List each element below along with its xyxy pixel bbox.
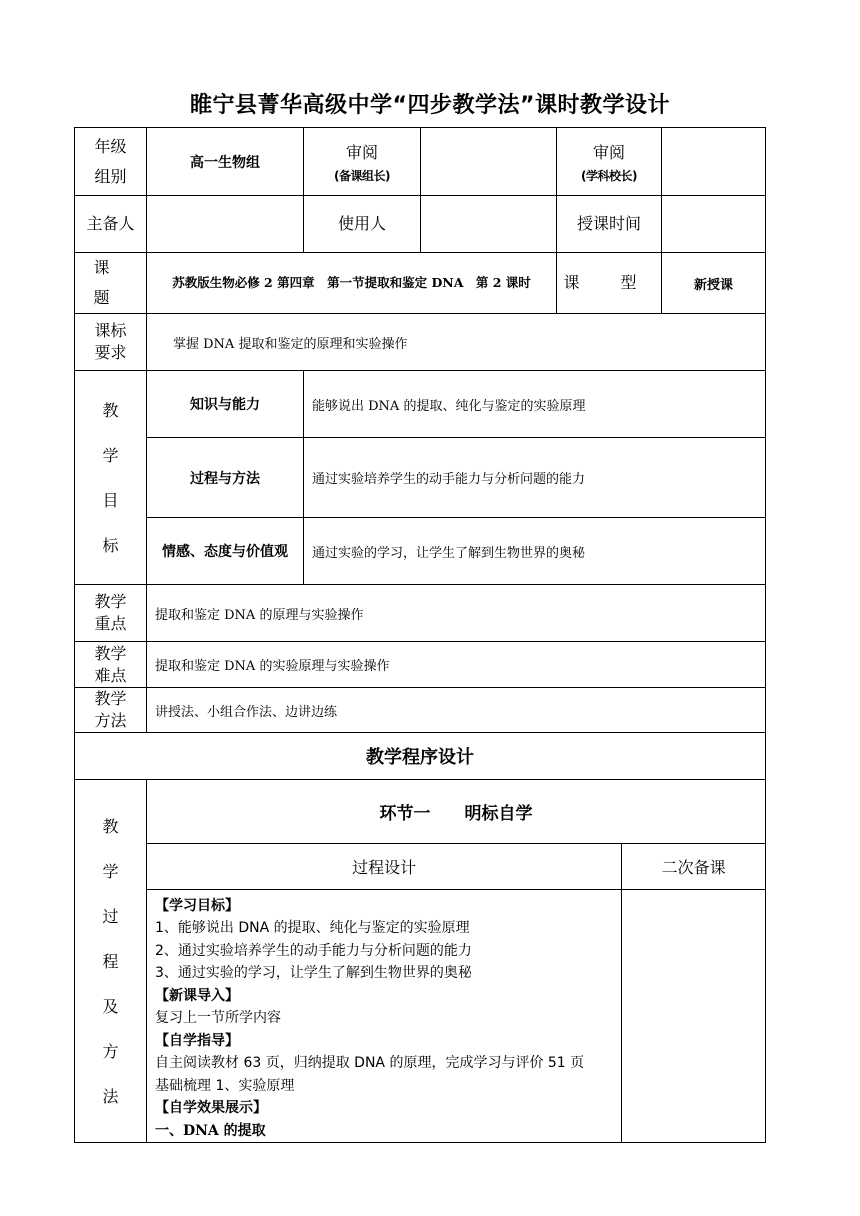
topic-value[interactable]: 苏教版生物必修 2 第四章 第一节提取和鉴定 DNA 第 2 课时 [147, 253, 557, 314]
objectives-char: 学 [102, 445, 119, 465]
content-line: 自主阅读教材 63 页，归纳提取 DNA 的原理，完成学习与评价 51 页 [155, 1055, 585, 1071]
content-heading-intro: 【新课导入】 [155, 987, 239, 1004]
content-heading-results: 【自学效果展示】 [155, 1100, 267, 1116]
difficulties-label-line2: 难点 [94, 665, 127, 685]
objective-knowledge-label: 知识与能力 [147, 371, 304, 438]
content-line: 复习上一节所学内容 [155, 1010, 281, 1026]
content-heading-objectives: 【学习目标】 [155, 897, 239, 914]
process-char: 程 [102, 951, 119, 971]
difficulties-label [75, 642, 147, 688]
content-heading-guide: 【自学指导】 [155, 1032, 239, 1049]
content-line: 1、能够说出 DNA 的提取、纯化与鉴定的实验原理 [155, 920, 470, 936]
key-points-label-line1: 教学 [94, 592, 127, 611]
standard-label-line2: 要求 [94, 343, 127, 362]
objectives-label [75, 371, 147, 585]
user-value[interactable] [421, 196, 557, 253]
class-time-value[interactable] [662, 196, 766, 253]
standard-value[interactable]: 掌握 DNA 提取和鉴定的原理和实验操作 [147, 314, 766, 371]
objectives-char: 标 [102, 535, 119, 555]
process-char: 及 [102, 996, 119, 1016]
page-title: 睢宁县菁华高级中学“四步教学法”课时教学设计 [190, 93, 670, 118]
objective-process-value[interactable]: 通过实验培养学生的动手能力与分析问题的能力 [304, 438, 766, 518]
standard-label [75, 314, 147, 371]
process-inner-table [147, 780, 765, 1142]
key-points-value[interactable]: 提取和鉴定 DNA 的原理与实验操作 [147, 585, 766, 642]
review-label: 审阅 [345, 142, 378, 162]
program-design-title: 教学程序设计 [75, 733, 766, 780]
objectives-char: 目 [102, 490, 119, 510]
grade-group-label [75, 128, 147, 196]
review-sub-label: (学科校长) [581, 168, 637, 183]
content-subheading-dna-extraction: 一、DNA 的提取 [155, 1122, 266, 1139]
standard-label-line1: 课标 [94, 321, 127, 340]
process-label [75, 780, 147, 1143]
process-area [147, 780, 766, 1143]
review-label: 审阅 [592, 142, 625, 162]
content-line: 基础梳理 1、实验原理 [155, 1077, 295, 1094]
review-group-leader-value[interactable] [421, 128, 557, 196]
key-points-label [75, 585, 147, 642]
second-prep-header: 二次备课 [622, 843, 765, 889]
process-char: 方 [102, 1041, 119, 1061]
lesson-type-value[interactable]: 新授课 [662, 253, 766, 314]
methods-value[interactable]: 讲授法、小组合作法、边讲边练 [147, 688, 766, 733]
review-group-leader-label [304, 128, 421, 196]
methods-label-line2: 方法 [94, 711, 127, 730]
objective-attitude-value[interactable]: 通过实验的学习，让学生了解到生物世界的奥秘 [304, 518, 766, 585]
process-char: 过 [102, 906, 119, 926]
key-points-label-line2: 重点 [94, 614, 127, 633]
lesson-type-label-text: 课 型 [563, 273, 655, 292]
lesson-plan-table [74, 127, 766, 1143]
user-label: 使用人 [304, 196, 421, 253]
methods-label [75, 688, 147, 733]
process-content[interactable] [147, 889, 622, 1142]
process-design-header: 过程设计 [147, 843, 622, 889]
preparer-value[interactable] [147, 196, 304, 253]
grade-group-value[interactable]: 高一生物组 [147, 128, 304, 196]
objective-attitude-label: 情感、态度与价值观 [147, 518, 304, 585]
stage-title: 环节一 明标自学 [147, 780, 765, 843]
topic-label-text: 课 题 [93, 258, 128, 307]
topic-label [75, 253, 147, 314]
lesson-type-label [557, 253, 662, 314]
content-line: 2、通过实验培养学生的动手能力与分析问题的能力 [155, 942, 472, 959]
review-sub-label: (备课组长) [334, 168, 390, 183]
process-char: 学 [102, 861, 119, 881]
preparer-label: 主备人 [75, 196, 147, 253]
methods-label-line1: 教学 [94, 689, 127, 708]
grade-label-line1: 年级 [94, 136, 127, 156]
objectives-char: 教 [102, 400, 119, 420]
objective-process-label: 过程与方法 [147, 438, 304, 518]
process-char: 法 [102, 1086, 119, 1106]
difficulties-value[interactable]: 提取和鉴定 DNA 的实验原理与实验操作 [147, 642, 766, 688]
objective-knowledge-value[interactable]: 能够说出 DNA 的提取、纯化与鉴定的实验原理 [304, 371, 766, 438]
second-prep-value[interactable] [622, 889, 765, 1142]
review-principal-label [557, 128, 662, 196]
difficulties-label-line1: 教学 [94, 643, 127, 663]
grade-label-line2: 组别 [94, 166, 127, 186]
review-principal-value[interactable] [662, 128, 766, 196]
class-time-label: 授课时间 [557, 196, 662, 253]
process-char: 教 [102, 816, 119, 836]
content-line: 3、通过实验的学习，让学生了解到生物世界的奥秘 [155, 965, 472, 981]
